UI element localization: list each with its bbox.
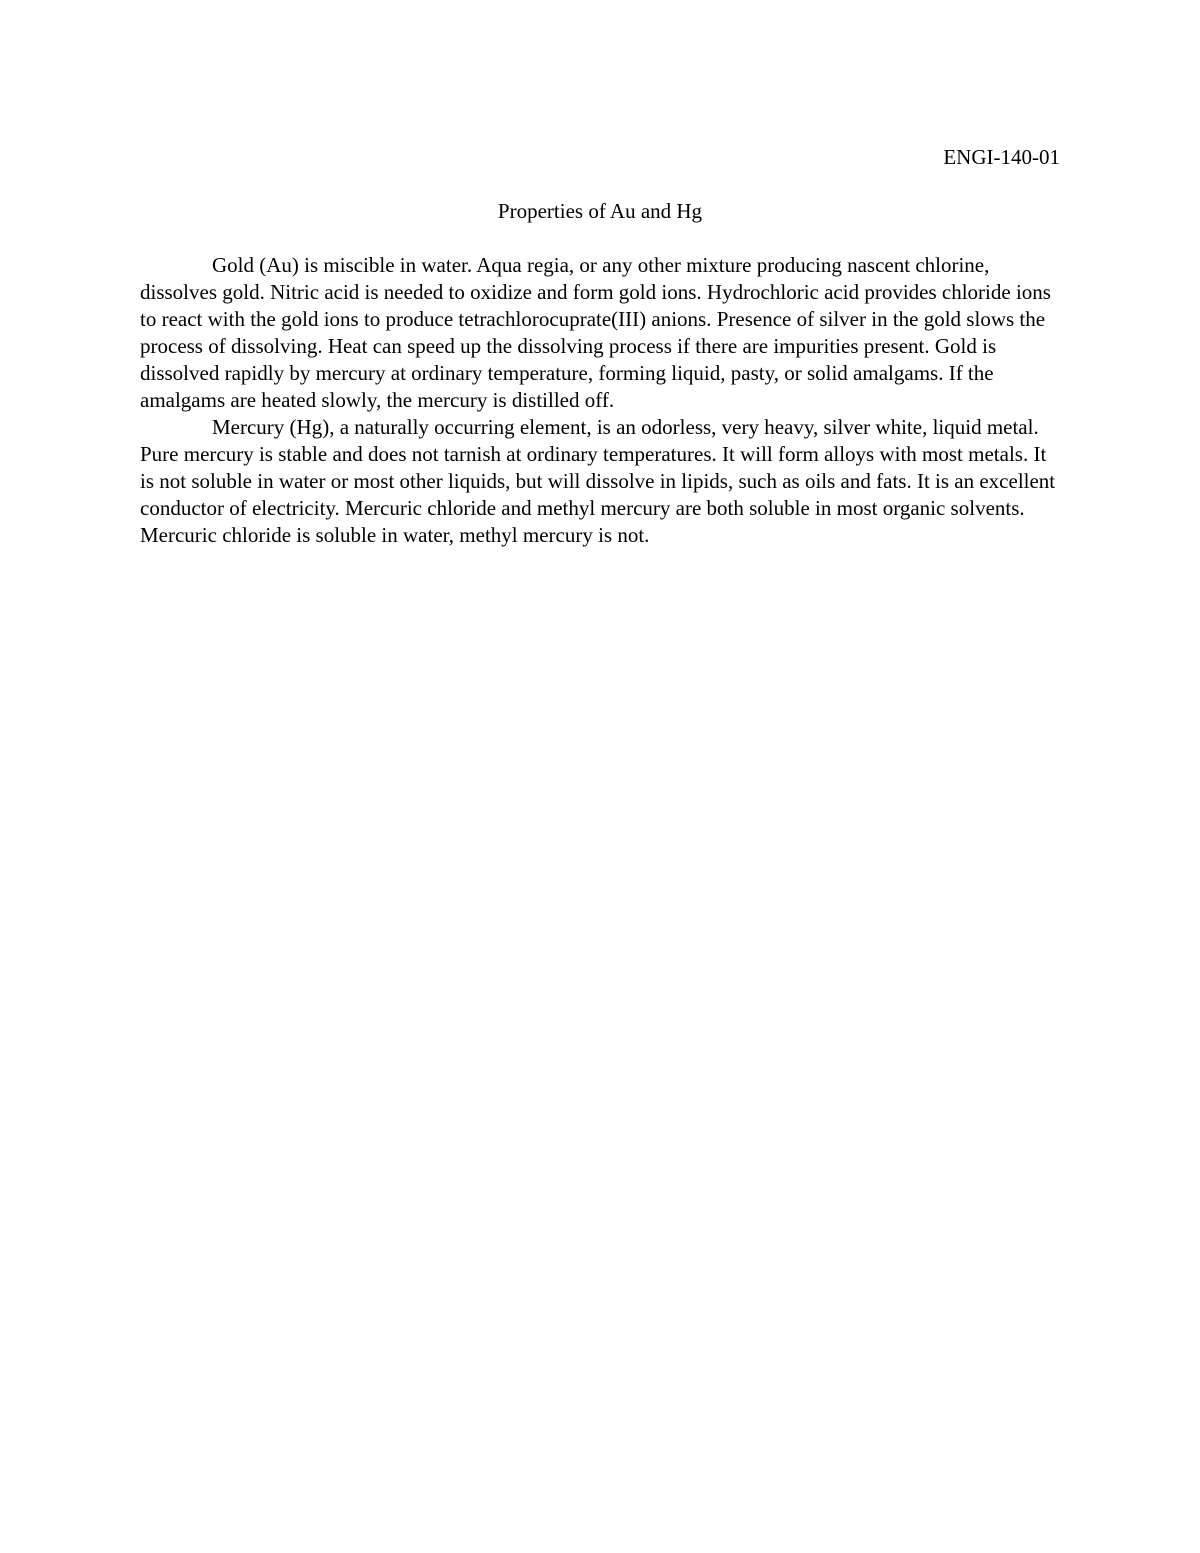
paragraph-gold: Gold (Au) is miscible in water. Aqua regia, or any other mixture producing nascent chlorine, dissolves gold. Nitric acid is needed to oxidize and form gold ions. Hydrochloric acid provides chloride ions to react with the gold ions to produce tetrachlorocuprate(III) anions. Presence of silver in the gold slows the process of dissolving. Heat can speed up the dissolving process if there are impurities present. Gold is dissolved rapidly by mercury at ordinary temperature, forming liquid, pasty, or solid amalgams. If the amalgams are heated slowly, the mercury is distilled off.	[140, 253, 1051, 412]
document-title: Properties of Au and Hg	[497, 199, 703, 223]
document-body	[140, 252, 1060, 549]
paragraph-mercury: Mercury (Hg), a naturally occurring element, is an odorless, very heavy, silver white, liquid metal. Pure mercury is stable and does not tarnish at ordinary temperatures. It will form alloys with most metals. It is not soluble in water or most other liquids, but will dissolve in lipids, such as oils and fats. It is an excellent conductor of electricity. Mercuric chloride and methyl mercury are both soluble in most organic solvents. Mercuric chloride is soluble in water, methyl mercury is not.	[140, 415, 1056, 547]
course-code: ENGI-140-01	[943, 145, 1060, 169]
